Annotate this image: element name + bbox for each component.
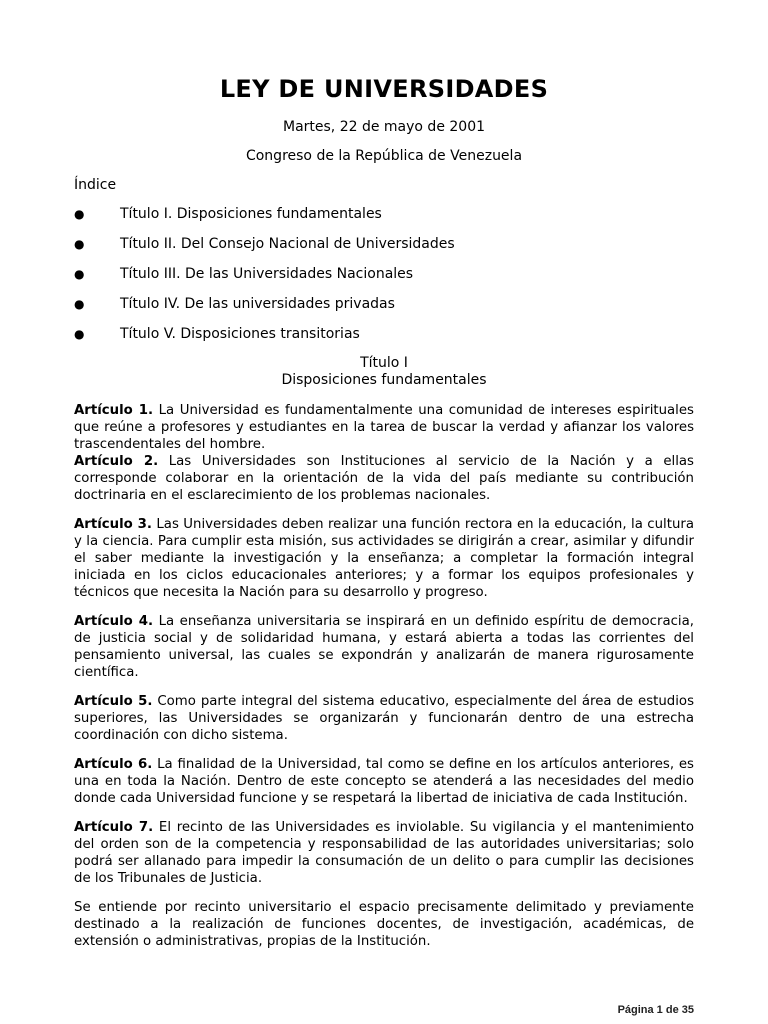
article-text: La finalidad de la Universidad, tal como se define en los artículos anteriores, es una en toda la Nación. Dentro de este concepto se atenderá a las necesidades del medio donde cada Universidad funcione y se respetará la libertad de iniciativa de cada Institución. bbox=[74, 757, 694, 806]
article-label: Artículo 7. bbox=[74, 820, 154, 835]
document-page bbox=[74, 72, 694, 962]
article-label: Artículo 6. bbox=[74, 757, 153, 772]
toc-item-label: Título III. De las Universidades Nacionales bbox=[120, 266, 414, 282]
article-text: El recinto de las Universidades es inviolable. Su vigilancia y el mantenimiento del orden son de la competencia y responsabilidad de las autoridades universitarias; solo podrá ser allanado para impedir la consumación de un delito o para cumplir las decisiones de los Tribunales de Justicia. bbox=[74, 820, 694, 886]
article-paragraph bbox=[74, 756, 694, 807]
toc-item bbox=[74, 205, 694, 223]
toc-item-label: Título IV. De las universidades privadas bbox=[120, 296, 395, 312]
toc-item-label: Título II. Del Consejo Nacional de Universidades bbox=[120, 236, 455, 252]
toc-item bbox=[74, 295, 694, 313]
index-heading: Índice bbox=[74, 177, 117, 193]
toc-item bbox=[74, 325, 694, 343]
article-paragraph bbox=[74, 613, 694, 681]
article-paragraph bbox=[74, 402, 694, 453]
article-label: Artículo 5. bbox=[74, 694, 153, 709]
section-heading bbox=[74, 355, 694, 389]
bullet-icon: ● bbox=[74, 237, 85, 251]
closing-paragraph: Se entiende por recinto universitario el espacio precisamente delimitado y previamente destinado a la realización de funciones docentes, de investigación, académicas, de extensión o administrativas, propias de la Institución. bbox=[74, 900, 694, 949]
document-title: LEY DE UNIVERSIDADES bbox=[219, 75, 549, 103]
article-label: Artículo 1. bbox=[74, 403, 154, 418]
section-name: Disposiciones fundamentales bbox=[281, 372, 487, 388]
page-number: Página 1 de 35 bbox=[617, 1004, 694, 1016]
document-date: Martes, 22 de mayo de 2001 bbox=[282, 119, 486, 135]
article-text: Como parte integral del sistema educativo, especialmente del área de estudios superiores, las Universidades se organizarán y funcionarán dentro de una estrecha coordinación con dicho sistema. bbox=[74, 694, 694, 743]
toc-item-label: Título I. Disposiciones fundamentales bbox=[120, 206, 382, 222]
bullet-icon: ● bbox=[74, 327, 85, 341]
article-paragraph bbox=[74, 819, 694, 887]
bullet-icon: ● bbox=[74, 267, 85, 281]
article-label: Artículo 2. bbox=[74, 454, 159, 469]
article-text: Las Universidades deben realizar una función rectora en la educación, la cultura y la ciencia. Para cumplir esta misión, sus actividades se dirigirán a crear, asimilar y difundir el saber mediante la investigación y la enseñanza; a completar la formación integral iniciada en los ciclos educacionales anteriores; y a formar los equipos profesionales y técnicos que necesita la Nación para su desarrollo y progreso. bbox=[74, 517, 694, 600]
bullet-icon: ● bbox=[74, 297, 85, 311]
article-label: Artículo 3. bbox=[74, 517, 152, 532]
article-text: Las Universidades son Instituciones al servicio de la Nación y a ellas corresponde colaborar en la orientación de la vida del país mediante su contribución doctrinaria en el esclarecimiento de los problemas nacionales. bbox=[74, 454, 694, 503]
toc-item bbox=[74, 235, 694, 253]
article-paragraph bbox=[74, 693, 694, 744]
article-paragraph bbox=[74, 516, 694, 601]
bullet-icon: ● bbox=[74, 207, 85, 221]
table-of-contents bbox=[74, 205, 694, 343]
toc-item bbox=[74, 265, 694, 283]
section-number: Título I bbox=[360, 355, 408, 371]
article-text: La Universidad es fundamentalmente una comunidad de intereses espirituales que reúne a profesores y estudiantes en la tarea de buscar la verdad y afianzar los valores trascendentales del hombre. bbox=[74, 403, 694, 452]
document-issuer: Congreso de la República de Venezuela bbox=[245, 148, 523, 164]
article-label: Artículo 4. bbox=[74, 614, 154, 629]
article-text: La enseñanza universitaria se inspirará en un definido espíritu de democracia, de justicia social y de solidaridad humana, y estará abierta a todas las corrientes del pensamiento universal, las cuales se expondrán y analizarán de manera rigurosamente científica. bbox=[74, 614, 694, 680]
article-paragraph bbox=[74, 453, 694, 504]
toc-item-label: Título V. Disposiciones transitorias bbox=[120, 326, 360, 342]
